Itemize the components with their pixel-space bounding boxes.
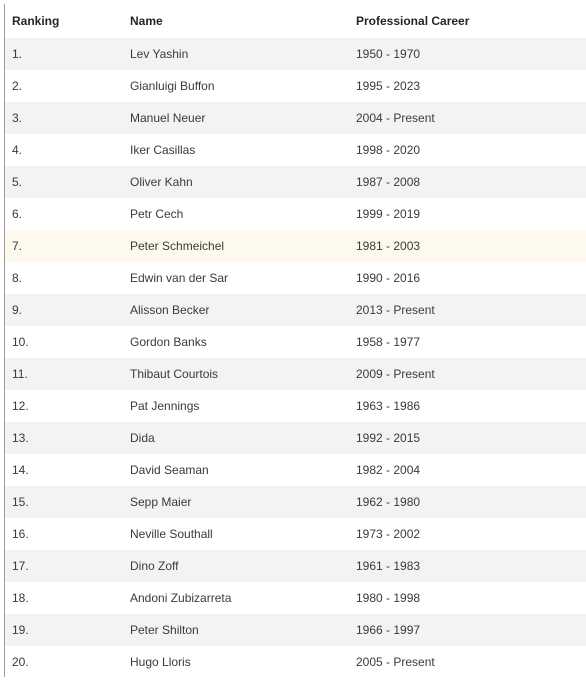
career-cell: 1950 - 1970 — [356, 47, 421, 61]
header-ranking: Ranking — [12, 14, 60, 28]
name-cell: Alisson Becker — [130, 303, 210, 317]
career-cell: 2005 - Present — [356, 655, 435, 669]
name-cell: Peter Shilton — [130, 623, 199, 637]
name-cell: Iker Casillas — [130, 143, 196, 157]
name-cell: Oliver Kahn — [130, 175, 193, 189]
table-row — [5, 454, 586, 486]
ranking-cell: 18. — [12, 591, 29, 605]
career-cell: 1990 - 2016 — [356, 271, 421, 285]
table-row — [5, 518, 586, 550]
name-cell: Gianluigi Buffon — [130, 79, 215, 93]
ranking-cell: 7. — [12, 239, 23, 253]
ranking-cell: 16. — [12, 527, 29, 541]
ranking-cell: 15. — [12, 495, 29, 509]
table-row — [5, 166, 586, 198]
table-row — [5, 582, 586, 614]
table-row — [5, 70, 586, 102]
career-cell: 1973 - 2002 — [356, 527, 421, 541]
table-row — [5, 646, 586, 678]
ranking-cell: 19. — [12, 623, 29, 637]
table-header — [5, 4, 586, 38]
goalkeeper-ranking-table — [5, 4, 586, 678]
ranking-cell: 2. — [12, 79, 23, 93]
table-row — [5, 550, 586, 582]
career-cell: 1995 - 2023 — [356, 79, 421, 93]
ranking-cell: 12. — [12, 399, 29, 413]
ranking-cell: 4. — [12, 143, 23, 157]
table-row — [5, 134, 586, 166]
ranking-cell: 14. — [12, 463, 29, 477]
ranking-cell: 10. — [12, 335, 29, 349]
career-cell: 1982 - 2004 — [356, 463, 421, 477]
table-row — [5, 390, 586, 422]
name-cell: Lev Yashin — [130, 47, 189, 61]
table-row — [5, 422, 586, 454]
header-row — [5, 4, 586, 38]
career-cell: 1980 - 1998 — [356, 591, 421, 605]
name-cell: Manuel Neuer — [130, 111, 206, 125]
name-cell: Hugo Lloris — [130, 655, 191, 669]
name-cell: Pat Jennings — [130, 399, 200, 413]
career-cell: 1992 - 2015 — [356, 431, 421, 445]
career-cell: 1963 - 1986 — [356, 399, 421, 413]
name-cell: Thibaut Courtois — [130, 367, 219, 381]
table-row — [5, 230, 586, 262]
career-cell: 1958 - 1977 — [356, 335, 421, 349]
name-cell: David Seaman — [130, 463, 209, 477]
career-cell: 2004 - Present — [356, 111, 435, 125]
table-row — [5, 262, 586, 294]
table-row — [5, 486, 586, 518]
career-cell: 1998 - 2020 — [356, 143, 421, 157]
ranking-cell: 6. — [12, 207, 23, 221]
career-cell: 1981 - 2003 — [356, 239, 421, 253]
career-cell: 2009 - Present — [356, 367, 435, 381]
table-row — [5, 102, 586, 134]
career-cell: 2013 - Present — [356, 303, 435, 317]
table-row — [5, 38, 586, 70]
header-name: Name — [130, 14, 163, 28]
name-cell: Peter Schmeichel — [130, 239, 225, 253]
career-cell: 1999 - 2019 — [356, 207, 421, 221]
name-cell: Sepp Maier — [130, 495, 192, 509]
ranking-cell: 1. — [12, 47, 23, 61]
name-cell: Gordon Banks — [130, 335, 207, 349]
name-cell: Neville Southall — [130, 527, 213, 541]
ranking-cell: 8. — [12, 271, 23, 285]
career-cell: 1987 - 2008 — [356, 175, 421, 189]
table-row — [5, 294, 586, 326]
ranking-cell: 11. — [12, 367, 28, 381]
ranking-cell: 9. — [12, 303, 23, 317]
ranking-cell: 20. — [12, 655, 29, 669]
name-cell: Andoni Zubizarreta — [130, 591, 232, 605]
name-cell: Dino Zoff — [130, 559, 179, 573]
name-cell: Petr Cech — [130, 207, 184, 221]
table-row — [5, 358, 586, 390]
ranking-cell: 5. — [12, 175, 23, 189]
name-cell: Dida — [130, 431, 155, 445]
career-cell: 1961 - 1983 — [356, 559, 421, 573]
name-cell: Edwin van der Sar — [130, 271, 229, 285]
career-cell: 1962 - 1980 — [356, 495, 421, 509]
header-professional-career: Professional Career — [356, 14, 470, 28]
career-cell: 1966 - 1997 — [356, 623, 421, 637]
table-row — [5, 326, 586, 358]
ranking-cell: 13. — [12, 431, 29, 445]
table-body — [5, 38, 586, 678]
ranking-cell: 17. — [12, 559, 29, 573]
table-row — [5, 614, 586, 646]
table-row — [5, 198, 586, 230]
ranking-cell: 3. — [12, 111, 23, 125]
